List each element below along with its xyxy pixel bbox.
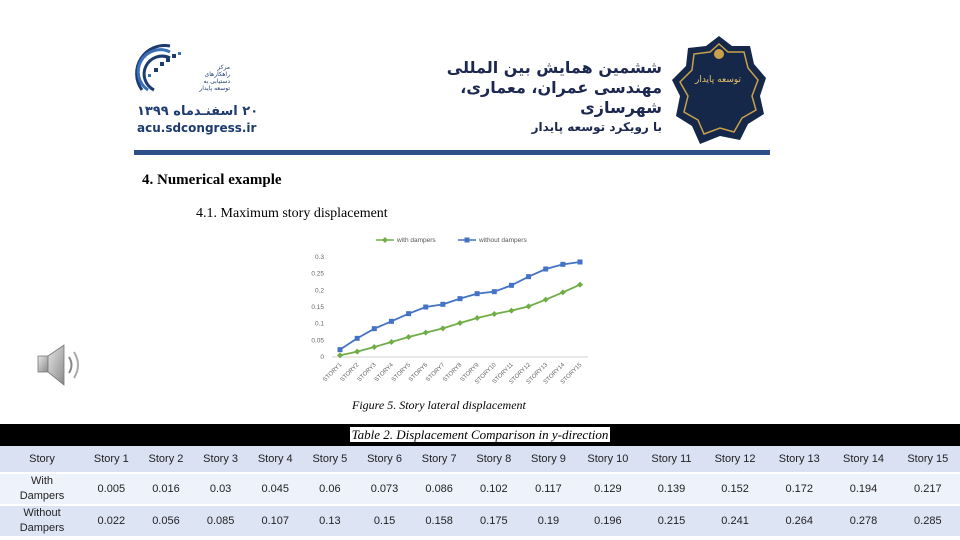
x-tick-label: STORY3 <box>356 362 378 384</box>
legend-marker <box>465 238 470 243</box>
conference-title-line2: مهندسی عمران، معماری، شهرسازی <box>460 78 662 117</box>
table-title <box>0 427 960 443</box>
x-tick-label: STORY7 <box>425 362 447 384</box>
y-tick-label: 0 <box>320 354 324 361</box>
table-cell: 0.102 <box>466 473 521 505</box>
figure-caption: Figure 5. Story lateral displacement <box>352 398 526 412</box>
row-label-line1: With <box>31 475 53 487</box>
legend-marker <box>382 237 388 243</box>
table-cell: 0.107 <box>248 505 303 536</box>
y-tick-label: 0.05 <box>311 337 324 345</box>
section-heading: 4. Numerical example <box>142 172 282 188</box>
data-point <box>423 330 429 336</box>
data-point <box>389 319 394 324</box>
x-tick-label: STORY8 <box>442 362 464 384</box>
sustainable-development-logo-icon <box>670 34 768 146</box>
row-label <box>0 505 84 536</box>
conference-url: acu.sdcongress.ir <box>137 121 257 135</box>
table-cell: 0.215 <box>640 505 703 536</box>
table-cell: 0.196 <box>576 505 640 536</box>
data-point <box>543 297 549 303</box>
table-header-cell: Story 6 <box>357 446 412 473</box>
data-point <box>474 315 480 321</box>
data-point <box>560 262 565 267</box>
y-tick-label: 0.1 <box>314 320 324 328</box>
table-cell: 0.139 <box>640 473 703 505</box>
data-point <box>406 334 412 340</box>
table-cell: 0.117 <box>521 473 576 505</box>
conference-date: ۲۰ اسفنـدماه ۱۳۹۹ <box>137 104 259 119</box>
x-tick-label: STORY5 <box>390 362 412 384</box>
table-row <box>0 473 960 505</box>
table-cell: 0.175 <box>466 505 521 536</box>
table-cell: 0.129 <box>576 473 640 505</box>
right-logo-text: توسعه پایدار <box>694 75 742 85</box>
row-label-line1: Without <box>23 507 61 519</box>
x-tick-label: STORY14 <box>542 362 567 386</box>
row-label <box>0 473 84 505</box>
x-tick-label: STORY1 <box>322 362 344 384</box>
data-point <box>577 282 583 288</box>
series-line <box>340 262 580 350</box>
data-point <box>355 336 360 341</box>
table-cell: 0.19 <box>521 505 576 536</box>
row-label-line2: Dampers <box>19 522 65 534</box>
conference-title-line3: با رویکرد توسعه پایدار <box>531 120 662 134</box>
table-cell: 0.045 <box>248 473 303 505</box>
table-cell: 0.217 <box>896 473 960 505</box>
table-cell: 0.15 <box>357 505 412 536</box>
table-cell: 0.13 <box>303 505 358 536</box>
x-tick-label: STORY6 <box>408 362 430 384</box>
data-point <box>388 339 394 345</box>
table-header-cell: Story 3 <box>193 446 248 473</box>
table-cell: 0.264 <box>767 505 831 536</box>
banner-divider <box>134 150 770 155</box>
x-tick-label: STORY2 <box>339 362 361 384</box>
data-point <box>560 289 566 295</box>
table-header-cell: Story 8 <box>466 446 521 473</box>
data-point <box>423 305 428 310</box>
table-cell: 0.016 <box>139 473 194 505</box>
sub-heading: 4.1. Maximum story displacement <box>196 206 388 221</box>
legend-label: without dampers <box>479 237 527 244</box>
data-point <box>491 311 497 317</box>
table-header-cell: Story 10 <box>576 446 640 473</box>
data-point <box>492 289 497 294</box>
table-header-cell: Story 11 <box>640 446 703 473</box>
table-header-cell: Story 14 <box>831 446 895 473</box>
x-tick-label: STORY11 <box>491 362 515 386</box>
table-cell: 0.172 <box>767 473 831 505</box>
table-cell: 0.152 <box>703 473 767 505</box>
table-header-cell: Story 4 <box>248 446 303 473</box>
table-header-cell: Story 9 <box>521 446 576 473</box>
data-point <box>543 267 548 272</box>
table-cell: 0.086 <box>412 473 467 505</box>
table-cell: 0.022 <box>84 505 139 536</box>
x-tick-label: STORY15 <box>559 362 584 386</box>
data-point <box>372 326 377 331</box>
y-tick-label: 0.2 <box>314 287 324 295</box>
table-cell: 0.194 <box>831 473 895 505</box>
legend-label: with dampers <box>397 237 436 244</box>
table-header-cell: Story 15 <box>896 446 960 473</box>
data-point <box>338 347 343 352</box>
data-point <box>526 274 531 279</box>
table-cell: 0.278 <box>831 505 895 536</box>
y-tick-label: 0.3 <box>314 254 324 261</box>
conference-title-line1: ششمین همایش بین المللی <box>446 58 662 77</box>
table-cell: 0.06 <box>303 473 358 505</box>
x-tick-label: STORY4 <box>373 362 395 384</box>
data-point <box>354 349 360 355</box>
data-point <box>508 308 514 314</box>
data-point <box>440 325 446 331</box>
x-tick-label: STORY12 <box>508 362 532 386</box>
data-point <box>509 283 514 288</box>
table-header-cell: Story 13 <box>767 446 831 473</box>
speaker-icon[interactable] <box>36 342 86 388</box>
table-header-cell: Story 5 <box>303 446 358 473</box>
data-point <box>526 303 532 309</box>
data-point <box>475 291 480 296</box>
table-cell: 0.085 <box>193 505 248 536</box>
row-label-line2: Dampers <box>19 490 65 502</box>
table-cell: 0.158 <box>412 505 467 536</box>
org-name: مرکز راهکارهای دستیابی به توسعه پایدار <box>199 64 230 92</box>
table-header-cell: Story 1 <box>84 446 139 473</box>
data-point <box>458 296 463 301</box>
x-tick-label: STORY10 <box>474 362 498 386</box>
table-cell: 0.073 <box>357 473 412 505</box>
table-title-text: Table 2. Displacement Comparison in y-direction <box>351 427 609 442</box>
x-tick-label: STORY13 <box>525 362 550 386</box>
table-header-cell: Story 12 <box>703 446 767 473</box>
table-cell: 0.056 <box>139 505 194 536</box>
table-header-cell: Story <box>0 446 84 473</box>
table-header-cell: Story 2 <box>139 446 194 473</box>
x-tick-label: STORY9 <box>459 362 481 384</box>
data-point <box>578 260 583 265</box>
y-tick-label: 0.25 <box>311 270 324 278</box>
table-header-row <box>0 446 960 473</box>
table-cell: 0.241 <box>703 505 767 536</box>
data-point <box>371 344 377 350</box>
conference-title <box>400 58 662 136</box>
displacement-chart <box>298 232 598 392</box>
y-tick-label: 0.15 <box>311 304 324 311</box>
table-cell: 0.285 <box>896 505 960 536</box>
displacement-table <box>0 446 960 536</box>
table-header-cell: Story 7 <box>412 446 467 473</box>
data-point <box>406 311 411 316</box>
data-point <box>457 320 463 326</box>
table-row <box>0 505 960 536</box>
table-cell: 0.03 <box>193 473 248 505</box>
data-point <box>440 302 445 307</box>
table-cell: 0.005 <box>84 473 139 505</box>
